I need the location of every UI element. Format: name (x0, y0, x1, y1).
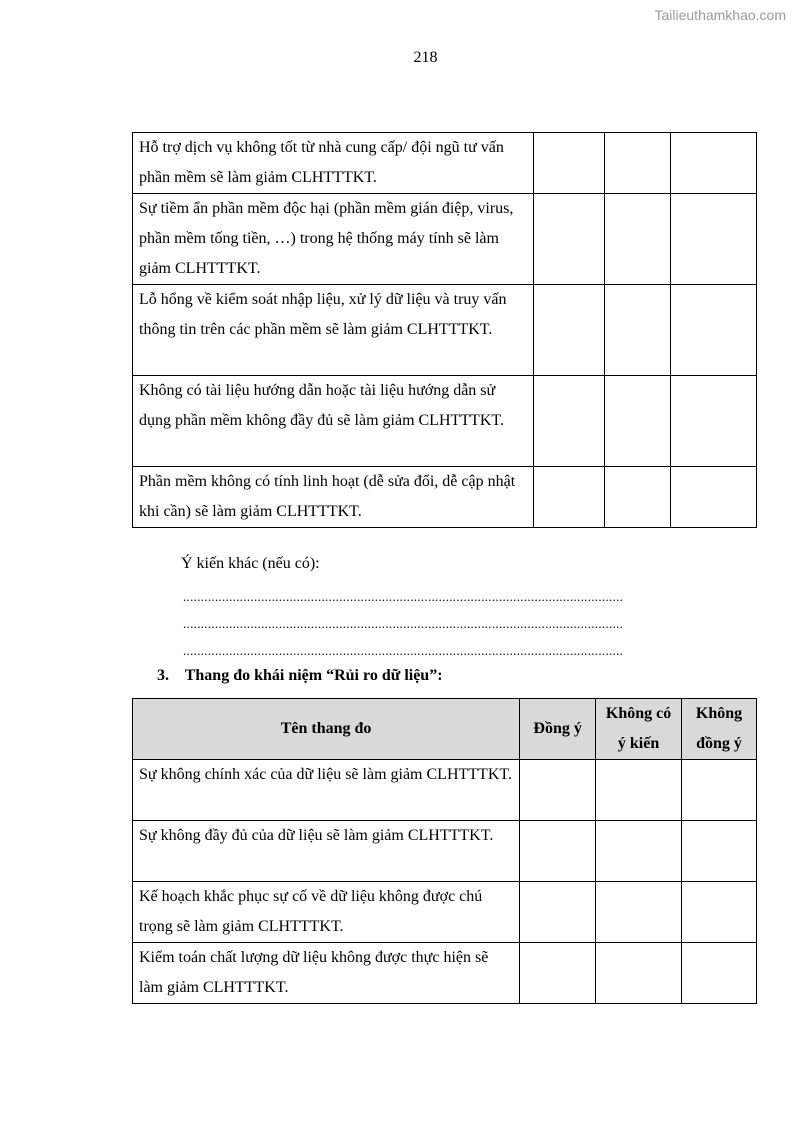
statement-cell: Sự tiềm ẩn phần mềm độc hại (phần mềm gián điệp, virus, phần mềm tống tiền, …) trong hệ thống máy tính sẽ làm giảm CLHTTTKT. (133, 194, 534, 285)
answer-cell-disagree[interactable] (671, 467, 757, 528)
answer-cell-disagree[interactable] (682, 760, 757, 821)
header-no-opinion: Không có ý kiến (596, 699, 682, 760)
answer-cell-no-opinion[interactable] (596, 943, 682, 1004)
comment-line[interactable]: ............................................................................................................................ (183, 617, 624, 631)
answer-cell-agree[interactable] (534, 467, 605, 528)
statement-cell: Kiểm toán chất lượng dữ liệu không được thực hiện sẽ làm giảm CLHTTTKT. (133, 943, 520, 1004)
section-heading: Thang đo khái niệm “Rủi ro dữ liệu”: (184, 667, 443, 684)
answer-cell-no-opinion[interactable] (605, 285, 671, 376)
comment-line[interactable]: ............................................................................................................................ (183, 590, 624, 604)
answer-cell-agree[interactable] (520, 821, 596, 882)
table-row (133, 882, 757, 943)
answer-cell-agree[interactable] (534, 285, 605, 376)
section-title (157, 667, 443, 685)
table-row (133, 467, 757, 528)
header-agree: Đồng ý (520, 699, 596, 760)
statement-cell: Phần mềm không có tính linh hoạt (dễ sửa đổi, dễ cập nhật khi cần) sẽ làm giảm CLHTTTKT. (133, 467, 534, 528)
statement-cell: Hỗ trợ dịch vụ không tốt từ nhà cung cấp/ đội ngũ tư vấn phần mềm sẽ làm giảm CLHTTTKT. (133, 133, 534, 194)
table-row (133, 376, 757, 467)
statement-cell: Kế hoạch khắc phục sự cố về dữ liệu không được chú trọng sẽ làm giảm CLHTTTKT. (133, 882, 520, 943)
survey-table-data-risk (132, 698, 757, 1004)
statement-cell: Lỗ hổng về kiểm soát nhập liệu, xử lý dữ liệu và truy vấn thông tin trên các phần mềm sẽ làm giảm CLHTTTKT. (133, 285, 534, 376)
answer-cell-no-opinion[interactable] (596, 821, 682, 882)
section-number: 3. (157, 667, 169, 684)
statement-cell: Không có tài liệu hướng dẫn hoặc tài liệu hướng dẫn sử dụng phần mềm không đầy đủ sẽ làm giảm CLHTTTKT. (133, 376, 534, 467)
answer-cell-disagree[interactable] (671, 285, 757, 376)
answer-cell-no-opinion[interactable] (605, 194, 671, 285)
answer-cell-agree[interactable] (520, 882, 596, 943)
answer-cell-agree[interactable] (534, 133, 605, 194)
answer-cell-disagree[interactable] (671, 133, 757, 194)
comment-line[interactable]: ............................................................................................................................ (183, 644, 624, 658)
answer-cell-disagree[interactable] (682, 943, 757, 1004)
table-row (133, 821, 757, 882)
statement-cell: Sự không đầy đủ của dữ liệu sẽ làm giảm CLHTTTKT. (133, 821, 520, 882)
page-number: 218 (413, 49, 438, 66)
answer-cell-no-opinion[interactable] (605, 133, 671, 194)
answer-cell-no-opinion[interactable] (605, 467, 671, 528)
table-row (133, 760, 757, 821)
answer-cell-disagree[interactable] (671, 194, 757, 285)
statement-cell: Sự không chính xác của dữ liệu sẽ làm giảm CLHTTTKT. (133, 760, 520, 821)
answer-cell-agree[interactable] (520, 760, 596, 821)
answer-cell-disagree[interactable] (682, 821, 757, 882)
answer-cell-no-opinion[interactable] (605, 376, 671, 467)
table-row (133, 194, 757, 285)
answer-cell-no-opinion[interactable] (596, 882, 682, 943)
answer-cell-disagree[interactable] (671, 376, 757, 467)
survey-table-software-risk (132, 132, 757, 528)
table-header-row (133, 699, 757, 760)
header-scale-name: Tên thang đo (133, 699, 520, 760)
watermark: Tailieuthamkhao.com (654, 7, 786, 23)
table-row (133, 943, 757, 1004)
answer-cell-agree[interactable] (534, 376, 605, 467)
table-row (133, 133, 757, 194)
other-comments-label: Ý kiến khác (nếu có): (181, 555, 320, 572)
answer-cell-agree[interactable] (534, 194, 605, 285)
answer-cell-disagree[interactable] (682, 882, 757, 943)
answer-cell-no-opinion[interactable] (596, 760, 682, 821)
table-row (133, 285, 757, 376)
answer-cell-agree[interactable] (520, 943, 596, 1004)
header-disagree: Không đồng ý (682, 699, 757, 760)
